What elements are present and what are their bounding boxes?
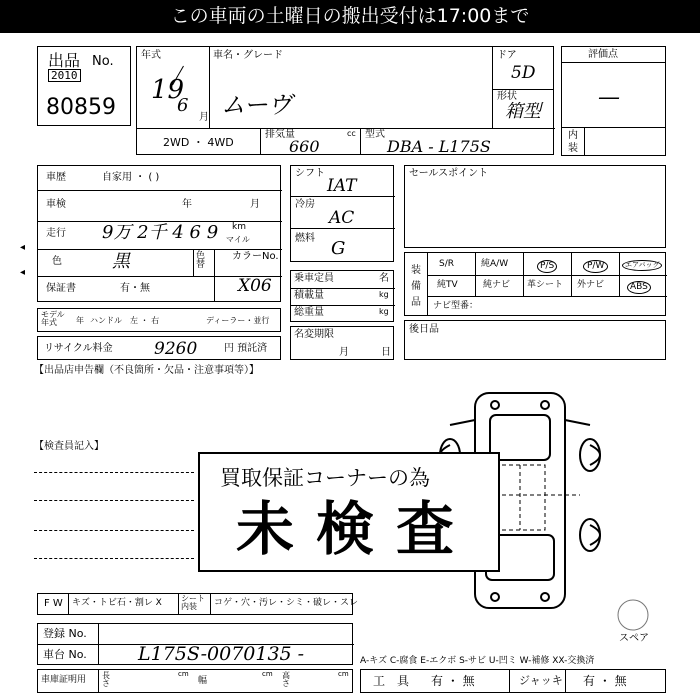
size-long-unit: cm xyxy=(178,670,189,678)
month-value: 6 xyxy=(177,95,189,116)
notice-banner: この車両の土曜日の搬出受付は17:00まで xyxy=(0,0,700,33)
listing-no-label: No. xyxy=(92,54,114,69)
registration-label: 登録 No. xyxy=(43,627,87,640)
handle-value: 左 ・ 右 xyxy=(130,316,160,325)
color-no-value: X06 xyxy=(238,276,272,296)
later-items-label: 後日品 xyxy=(409,324,439,335)
model-value: DBA - L175S xyxy=(387,137,491,156)
model-label: 型式 xyxy=(365,129,385,140)
inspection-year: 年 xyxy=(182,199,192,210)
fuel-value: G xyxy=(331,238,346,259)
rename-label: 名変期限 xyxy=(294,329,334,340)
capacity-label: 乗車定員 xyxy=(294,273,334,284)
equip-sr: S/R xyxy=(439,259,454,269)
interior-label: 内装 xyxy=(568,130,578,154)
shape-value: 箱型 xyxy=(505,101,541,122)
seat-label: シート内装 xyxy=(181,594,205,611)
size-wide-label: 幅 xyxy=(198,676,208,686)
capacity-unit: 名 xyxy=(379,273,389,284)
spare-tire-icon xyxy=(616,598,650,632)
dealer-label: ディーラー・並行 xyxy=(206,316,270,325)
inspection-month: 月 xyxy=(250,199,260,210)
sales-point-label: セールスポイント xyxy=(409,168,489,179)
chassis-value: L175S-0070135 - xyxy=(138,643,305,665)
margin-tick-icon: ◂ xyxy=(20,267,26,278)
model-year-label: モデル 年式 xyxy=(41,310,65,327)
vehicle-info-box xyxy=(136,46,554,155)
equip-leather: 革シート xyxy=(527,280,564,290)
history-table xyxy=(37,165,281,302)
gross-unit: kg xyxy=(379,307,389,316)
warranty-value: 有・無 xyxy=(120,283,150,294)
handle-label: ハンドル xyxy=(90,316,122,325)
name-value: ムーヴ xyxy=(221,91,292,119)
mileage-unit-km: km xyxy=(232,222,246,232)
tools-value: 有 ・ 無 xyxy=(431,674,475,688)
seat-desc: コゲ・穴・汚レ・シミ・破レ・スレ xyxy=(214,598,359,608)
rename-day: 日 xyxy=(381,347,391,358)
mileage-label: 走行 xyxy=(46,228,66,239)
stamp-line2: 未検査 xyxy=(236,495,477,563)
rename-month: 月 xyxy=(339,347,349,358)
equip-tv: 純TV xyxy=(437,280,458,290)
navi-label: ナビ型番： xyxy=(433,301,479,311)
stamp-line1: 買取保証コーナーの為 xyxy=(220,466,430,490)
tools-row xyxy=(360,669,666,693)
equip-abs: ABS xyxy=(627,281,651,294)
equip-airbag: エアバッグ xyxy=(622,260,662,271)
door-label: ドア xyxy=(497,50,517,61)
rename-box xyxy=(290,326,394,360)
size-high-label: 高さ xyxy=(282,671,290,688)
specs-box xyxy=(290,165,394,262)
inspector-label: 【検査員記入】 xyxy=(34,441,104,452)
chassis-label: 車台 No. xyxy=(43,648,87,661)
load-unit: kg xyxy=(379,290,389,299)
mileage-value: 9万 2千 4 6 9 xyxy=(102,222,219,243)
score-value: — xyxy=(598,85,620,110)
listing-box xyxy=(37,46,131,126)
margin-tick-icon: ◂ xyxy=(20,242,26,253)
color-no-label: カラーNo. xyxy=(232,251,279,262)
listing-number: 80859 xyxy=(46,95,116,120)
sales-point-box xyxy=(404,165,666,248)
listing-label: 出品 xyxy=(48,51,81,70)
purchase-guarantee-stamp xyxy=(198,452,500,572)
ac-label: 冷房 xyxy=(295,199,315,210)
equipment-label: 装備品 xyxy=(411,265,421,308)
fw-desc: キズ・トビ石・割レ X xyxy=(72,598,162,608)
color-value: 黒 xyxy=(112,251,130,272)
equip-navi: 純ナビ xyxy=(483,280,511,290)
jack-value: 有 ・ 無 xyxy=(583,674,627,688)
fw-label: F W xyxy=(44,598,63,609)
ac-value: AC xyxy=(329,208,355,228)
damage-legend: A-キズ C-腐食 E-エクボ S-サビ U-凹ミ W-補修 XX-交換済 xyxy=(360,656,595,666)
score-label: 評価点 xyxy=(588,49,618,60)
displacement-unit: cc xyxy=(347,129,356,138)
inspection-label: 車検 xyxy=(46,199,66,210)
mileage-unit-mile: マイル xyxy=(226,235,250,244)
rating-box xyxy=(561,46,666,156)
shape-label: 形状 xyxy=(497,91,517,102)
later-items-box xyxy=(404,320,666,360)
gross-label: 総重量 xyxy=(294,307,324,318)
history-label: 車歴 xyxy=(46,172,66,183)
registration-box xyxy=(37,623,353,665)
fw-row xyxy=(37,593,359,615)
load-label: 積載量 xyxy=(294,290,324,301)
year-value: 19 xyxy=(151,75,185,105)
recycle-unit: 円 預託済 xyxy=(224,343,268,354)
listing-year-tag: 2010 xyxy=(48,69,81,82)
equip-ext-navi: 外ナビ xyxy=(577,280,605,290)
month-unit: 月 xyxy=(199,112,209,123)
capacity-box xyxy=(290,270,394,322)
equip-aw: 純A/W xyxy=(481,259,509,269)
equip-ps: P/S xyxy=(537,260,557,273)
history-options: 自家用 ・ ( ) xyxy=(102,172,160,183)
model-year-unit: 年 xyxy=(76,316,84,325)
fuel-label: 燃料 xyxy=(295,233,315,244)
size-wide-unit: cm xyxy=(262,670,273,678)
displacement-value: 660 xyxy=(289,137,320,156)
warranty-label: 保証書 xyxy=(46,283,76,294)
year-label: 年式 xyxy=(141,50,161,61)
recycle-row xyxy=(37,336,281,360)
jack-label: ジャッキ xyxy=(519,674,563,687)
equipment-box xyxy=(404,252,666,316)
door-value: 5D xyxy=(511,63,536,83)
shift-value: IAT xyxy=(327,176,357,196)
garage-size-label: 車庫証明用 xyxy=(41,675,87,685)
seller-notes-label: 【出品店申告欄（不良箇所・欠品・注意事項等）】 xyxy=(34,365,259,376)
displacement-label: 排気量 xyxy=(265,129,295,140)
recycle-value: 9260 xyxy=(154,339,198,359)
size-long-label: 長さ xyxy=(102,671,110,688)
drive-type: 2WD ・ 4WD xyxy=(163,136,234,149)
garage-size-row xyxy=(37,669,353,693)
shift-label: シフト xyxy=(295,168,325,179)
spare-label: スペア xyxy=(619,633,649,644)
size-high-unit: cm xyxy=(338,670,349,678)
color-change: 色替 xyxy=(196,251,206,270)
recycle-label: リサイクル料金 xyxy=(44,343,113,354)
equip-pw: P/W xyxy=(583,260,608,273)
name-label: 車名・グレード xyxy=(213,50,283,61)
color-label: 色 xyxy=(52,256,62,267)
tools-label: 工 具 xyxy=(373,674,410,688)
model-year-row xyxy=(37,308,281,332)
